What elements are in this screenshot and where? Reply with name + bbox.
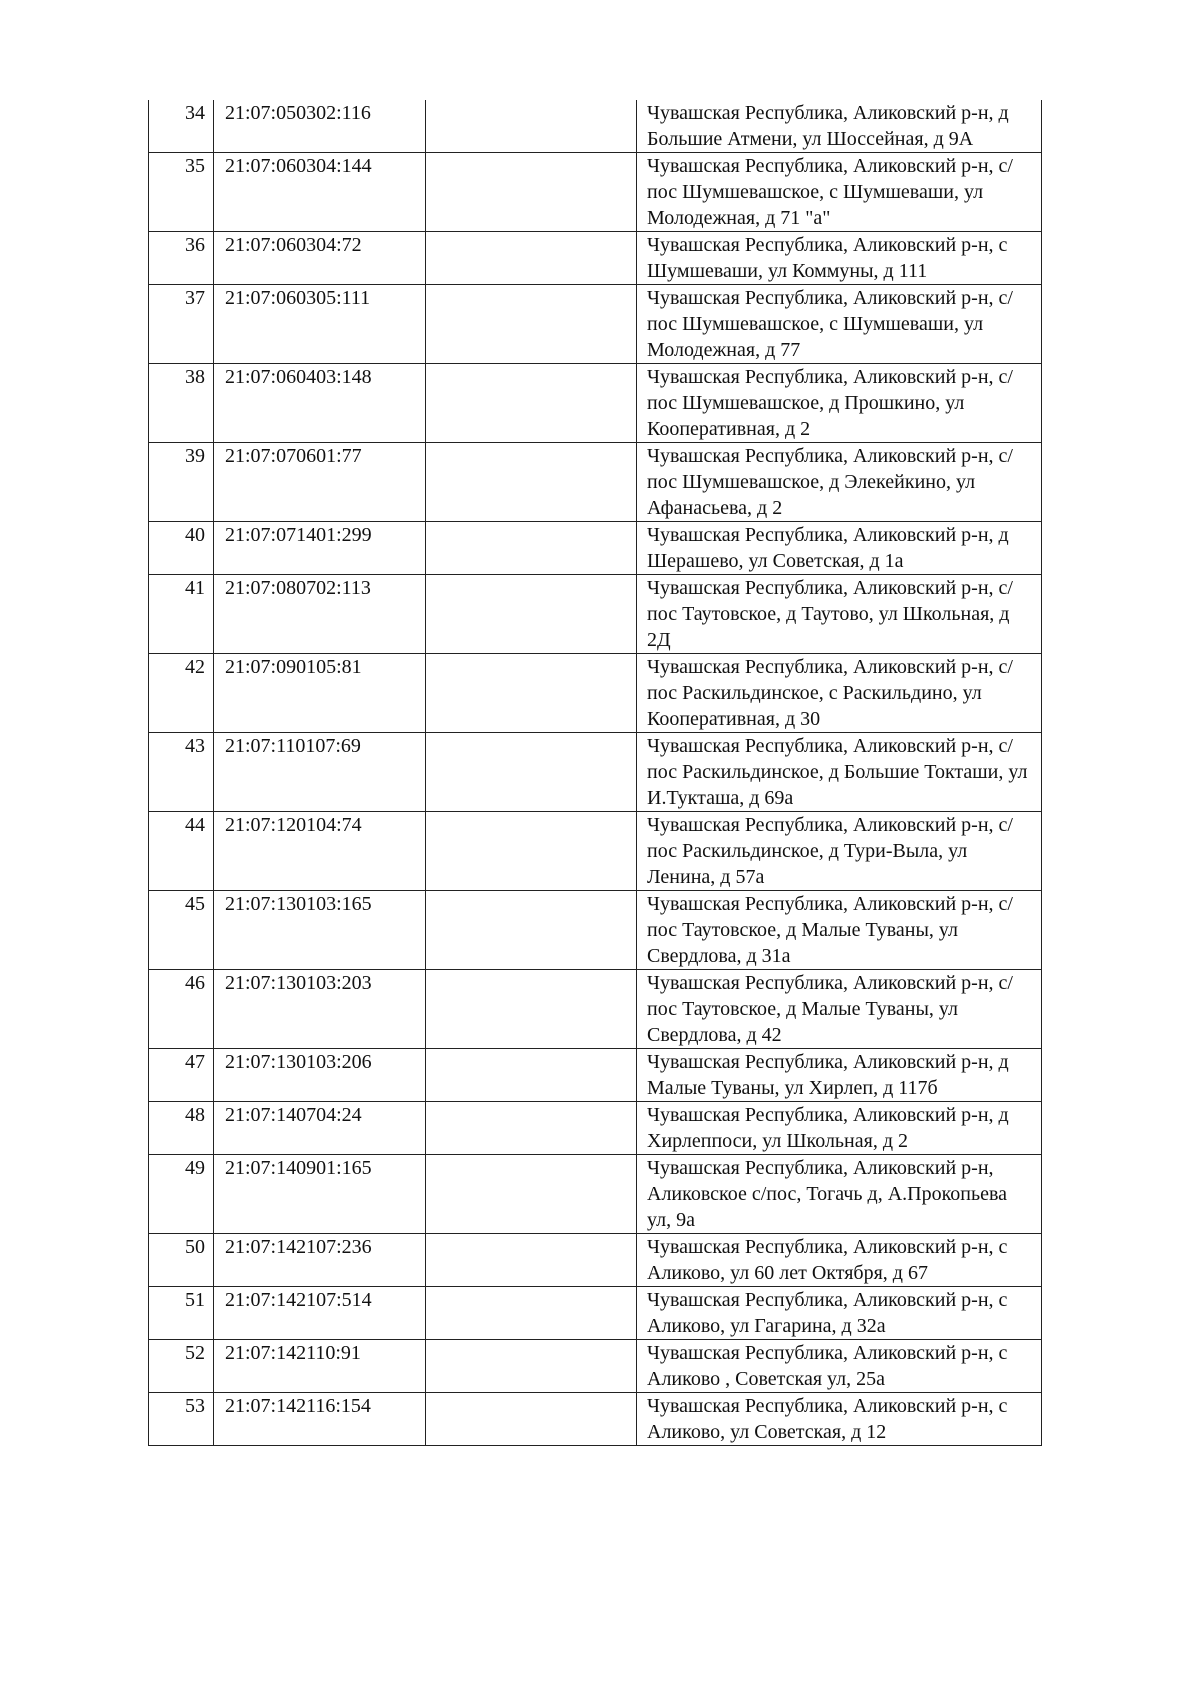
table-row [149, 232, 1042, 285]
cadastral-number-cell: 21:07:060304:144 [214, 153, 426, 232]
empty-column-cell [426, 1155, 637, 1234]
cadastral-number-cell: 21:07:130103:203 [214, 970, 426, 1049]
table-row [149, 1234, 1042, 1287]
table-row [149, 812, 1042, 891]
cadastral-number-cell: 21:07:050302:116 [214, 100, 426, 153]
empty-column-cell [426, 1340, 637, 1393]
cadastral-number-cell: 21:07:060304:72 [214, 232, 426, 285]
row-number-cell: 47 [149, 1049, 214, 1102]
table-row [149, 1049, 1042, 1102]
empty-column-cell [426, 575, 637, 654]
empty-column-cell [426, 443, 637, 522]
address-cell: Чувашская Республика, Аликовский р-н, с/пос Раскильдинское, с Раскильдино, ул Кооперативная, д 30 [637, 654, 1042, 733]
address-cell: Чувашская Республика, Аликовский р-н, с/пос Таутовское, д Малые Туваны, ул Свердлова, д 31а [637, 891, 1042, 970]
cadastral-number-cell: 21:07:120104:74 [214, 812, 426, 891]
table-row [149, 891, 1042, 970]
address-cell: Чувашская Республика, Аликовский р-н, с Аликово, ул Гагарина, д 32а [637, 1287, 1042, 1340]
address-cell: Чувашская Республика, Аликовский р-н, с/пос Шумшевашское, д Элекейкино, ул Афанасьева, д 2 [637, 443, 1042, 522]
table-row [149, 733, 1042, 812]
row-number-cell: 34 [149, 100, 214, 153]
row-number-cell: 52 [149, 1340, 214, 1393]
empty-column-cell [426, 153, 637, 232]
address-cell: Чувашская Республика, Аликовский р-н, д Хирлеппоси, ул Школьная, д 2 [637, 1102, 1042, 1155]
address-cell: Чувашская Республика, Аликовский р-н, с Аликово , Советская ул, 25а [637, 1340, 1042, 1393]
empty-column-cell [426, 364, 637, 443]
cadastral-number-cell: 21:07:090105:81 [214, 654, 426, 733]
row-number-cell: 43 [149, 733, 214, 812]
cadastral-number-cell: 21:07:142110:91 [214, 1340, 426, 1393]
empty-column-cell [426, 522, 637, 575]
row-number-cell: 41 [149, 575, 214, 654]
row-number-cell: 45 [149, 891, 214, 970]
row-number-cell: 35 [149, 153, 214, 232]
cadastral-number-cell: 21:07:142107:514 [214, 1287, 426, 1340]
address-cell: Чувашская Республика, Аликовский р-н, с/пос Таутовское, д Малые Туваны, ул Свердлова, д 42 [637, 970, 1042, 1049]
table-row [149, 1393, 1042, 1446]
records-table-body [149, 100, 1042, 1446]
cadastral-number-cell: 21:07:060403:148 [214, 364, 426, 443]
empty-column-cell [426, 232, 637, 285]
address-cell: Чувашская Республика, Аликовский р-н, с/пос Шумшевашское, с Шумшеваши, ул Молодежная, д 77 [637, 285, 1042, 364]
table-row [149, 654, 1042, 733]
empty-column-cell [426, 1234, 637, 1287]
cadastral-number-cell: 21:07:140901:165 [214, 1155, 426, 1234]
empty-column-cell [426, 733, 637, 812]
address-cell: Чувашская Республика, Аликовский р-н, с Аликово, ул Советская, д 12 [637, 1393, 1042, 1446]
table-row [149, 1102, 1042, 1155]
address-cell: Чувашская Республика, Аликовский р-н, с/пос Раскильдинское, д Большие Токташи, ул И.Тукташа, д 69а [637, 733, 1042, 812]
empty-column-cell [426, 1049, 637, 1102]
cadastral-number-cell: 21:07:142107:236 [214, 1234, 426, 1287]
cadastral-number-cell: 21:07:071401:299 [214, 522, 426, 575]
empty-column-cell [426, 1393, 637, 1446]
table-row [149, 364, 1042, 443]
row-number-cell: 51 [149, 1287, 214, 1340]
cadastral-number-cell: 21:07:130103:206 [214, 1049, 426, 1102]
records-table [148, 100, 1042, 1446]
cadastral-number-cell: 21:07:080702:113 [214, 575, 426, 654]
row-number-cell: 46 [149, 970, 214, 1049]
empty-column-cell [426, 891, 637, 970]
cadastral-number-cell: 21:07:130103:165 [214, 891, 426, 970]
row-number-cell: 50 [149, 1234, 214, 1287]
row-number-cell: 40 [149, 522, 214, 575]
row-number-cell: 38 [149, 364, 214, 443]
table-row [149, 285, 1042, 364]
address-cell: Чувашская Республика, Аликовский р-н, с Шумшеваши, ул Коммуны, д 111 [637, 232, 1042, 285]
cadastral-number-cell: 21:07:060305:111 [214, 285, 426, 364]
empty-column-cell [426, 1287, 637, 1340]
address-cell: Чувашская Республика, Аликовский р-н, д Малые Туваны, ул Хирлеп, д 117б [637, 1049, 1042, 1102]
address-cell: Чувашская Республика, Аликовский р-н, с/пос Таутовское, д Таутово, ул Школьная, д 2Д [637, 575, 1042, 654]
cadastral-number-cell: 21:07:142116:154 [214, 1393, 426, 1446]
cadastral-number-cell: 21:07:070601:77 [214, 443, 426, 522]
table-row [149, 522, 1042, 575]
cadastral-number-cell: 21:07:110107:69 [214, 733, 426, 812]
address-cell: Чувашская Республика, Аликовский р-н, с/пос Шумшевашское, д Прошкино, ул Кооперативная, д 2 [637, 364, 1042, 443]
row-number-cell: 53 [149, 1393, 214, 1446]
cadastral-number-cell: 21:07:140704:24 [214, 1102, 426, 1155]
row-number-cell: 42 [149, 654, 214, 733]
address-cell: Чувашская Республика, Аликовский р-н, д Большие Атмени, ул Шоссейная, д 9А [637, 100, 1042, 153]
address-cell: Чувашская Республика, Аликовский р-н, с/пос Шумшевашское, с Шумшеваши, ул Молодежная, д 71 "а" [637, 153, 1042, 232]
empty-column-cell [426, 970, 637, 1049]
row-number-cell: 49 [149, 1155, 214, 1234]
empty-column-cell [426, 1102, 637, 1155]
row-number-cell: 39 [149, 443, 214, 522]
address-cell: Чувашская Республика, Аликовский р-н, Аликовское с/пос, Тогачь д, А.Прокопьева ул, 9а [637, 1155, 1042, 1234]
table-row [149, 100, 1042, 153]
row-number-cell: 48 [149, 1102, 214, 1155]
empty-column-cell [426, 100, 637, 153]
address-cell: Чувашская Республика, Аликовский р-н, д Шерашево, ул Советская, д 1а [637, 522, 1042, 575]
address-cell: Чувашская Республика, Аликовский р-н, с/пос Раскильдинское, д Тури-Выла, ул Ленина, д 57а [637, 812, 1042, 891]
empty-column-cell [426, 285, 637, 364]
table-row [149, 153, 1042, 232]
row-number-cell: 36 [149, 232, 214, 285]
table-row [149, 970, 1042, 1049]
row-number-cell: 37 [149, 285, 214, 364]
table-row [149, 1340, 1042, 1393]
table-row [149, 443, 1042, 522]
row-number-cell: 44 [149, 812, 214, 891]
table-row [149, 575, 1042, 654]
address-cell: Чувашская Республика, Аликовский р-н, с Аликово, ул 60 лет Октября, д 67 [637, 1234, 1042, 1287]
table-row [149, 1155, 1042, 1234]
table-row [149, 1287, 1042, 1340]
empty-column-cell [426, 654, 637, 733]
empty-column-cell [426, 812, 637, 891]
